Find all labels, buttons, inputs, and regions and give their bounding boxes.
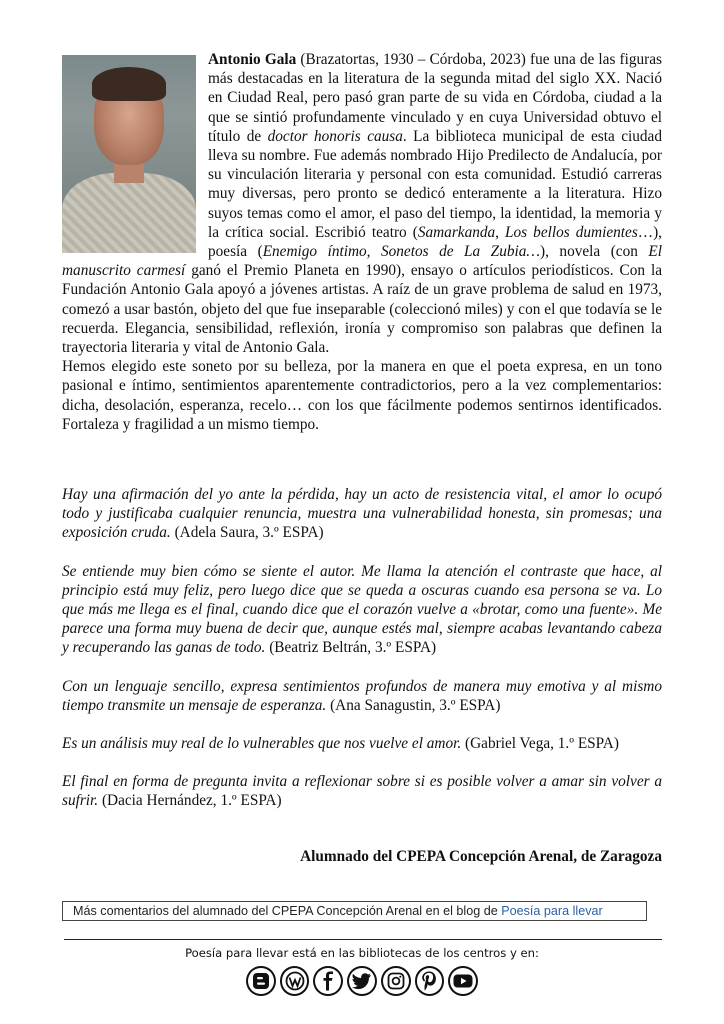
blog-notice bbox=[62, 901, 647, 921]
youtube-icon[interactable] bbox=[448, 966, 478, 996]
comment-quote: Se entiende muy bien cómo se siente el autor. Me llama la atención el contraste que hace, al principio está muy feliz, pero luego dice que se queda a oscuras cuando esa persona se va. Lo que más me llega es el final, cuando dice que el corazón vuelve a «brotar, como una fuente». Me parece una forma muy buena de decir que, aunque estés mal, siempre acabas levantando cabeza y recuperando las ganas de todo. bbox=[62, 562, 662, 657]
comment-quote: El final en forma de pregunta invita a reflexionar sobre si es posible volver a amar sin volver a sufrir. bbox=[62, 773, 662, 810]
biography-paragraph: Antonio Gala (Brazatortas, 1930 – Córdoba, 2023) fue una de las figuras más destacadas en la literatura de la segunda mitad del siglo XX. Nació en Ciudad Real, pero pasó gran parte de su vida en Córdoba, ciudad a la que se sintió profundamente vinculado y en cuya Universidad obtuvo el título de doctor honoris causa. La biblioteca municipal de esta ciudad lleva su nombre. Fue además nombrado Hijo Predilecto de Andalucía, por su vinculación literaria y personal con esta comunidad. Estudió carreras muy diversas, pero pronto se dedicó enteramente a la literatura. Hizo suyos temas como el amor, el paso del tiempo, la identidad, la memoria y la crítica social. Escribió teatro (Samarkanda, Los bellos dumientes…), poesía (Enemigo íntimo, Sonetos de La Zubia…), novela (con El manuscrito carmesí ganó el Premio Planeta en 1990), ensayo o artículos periodísticos. Con la Fundación Antonio Gala apoyó a jóvenes artistas. A raíz de un grave problema de salud en 1973, comezó a usar bastón, objeto del que fue inseparable (coleccionó miles) y con el que todavía se le recuerda. Elegancia, sensibilidad, reflexión, ironía y compromiso son palabras que definen la trayectoria literaria y vital de Antonio Gala. bbox=[62, 51, 662, 357]
twitter-icon[interactable] bbox=[347, 966, 377, 996]
comment bbox=[62, 677, 662, 715]
comment bbox=[62, 734, 662, 753]
instagram-icon[interactable] bbox=[381, 966, 411, 996]
comment-quote: Hay una afirmación del yo ante la pérdida, hay un acto de resistencia vital, el amor lo ocupó todo y justificaba cualquier renuncia, muestra una vulnerabilidad honesta, sin promesas; una exposición cruda. bbox=[62, 486, 662, 542]
blog-link[interactable]: Poesía para llevar bbox=[501, 904, 603, 918]
comment bbox=[62, 772, 662, 810]
wordpress-icon[interactable] bbox=[280, 966, 310, 996]
comment-quote: Es un análisis muy real de lo vulnerables que nos vuelve el amor. bbox=[62, 735, 462, 753]
sonnet-choice-paragraph: Hemos elegido este soneto por su belleza, por la manera en que el poeta expresa, en un tono pasional e íntimo, sentimientos aparentemente contradictorios, pero a la vez complementarios: dicha, desolación, esperanza, recelo… con los que fácilmente podemos sentirnos identificados. Fortaleza y fragilidad a un mismo tiempo. bbox=[62, 358, 662, 433]
blogger-icon[interactable] bbox=[246, 966, 276, 996]
author-name: Antonio Gala bbox=[208, 51, 297, 68]
comment-author: (Gabriel Vega, 1.º ESPA) bbox=[461, 735, 619, 753]
comment-author: (Dacia Hernández, 1.º ESPA) bbox=[98, 792, 282, 810]
pinterest-icon[interactable] bbox=[415, 966, 445, 996]
comment-author: (Adela Saura, 3.º ESPA) bbox=[170, 524, 324, 542]
footer-divider bbox=[64, 939, 662, 940]
comment-author: (Beatriz Beltrán, 3.º ESPA) bbox=[265, 639, 437, 657]
signature: Alumnado del CPEPA Concepción Arenal, de Zaragoza bbox=[300, 848, 662, 865]
comment-author: (Ana Sanagustin, 3.º ESPA) bbox=[326, 696, 501, 714]
student-comments bbox=[62, 485, 662, 830]
footer-text: Poesía para llevar está en las bibliotecas de los centros y en: bbox=[185, 946, 539, 960]
author-photo bbox=[62, 55, 196, 253]
comment-quote: Con un lenguaje sencillo, expresa sentimientos profundos de manera muy emotiva y al mismo tiempo transmite un mensaje de esperanza. bbox=[62, 677, 662, 714]
facebook-icon[interactable] bbox=[313, 966, 343, 996]
blog-notice-text: Más comentarios del alumnado del CPEPA Concepción Arenal en el blog de bbox=[73, 904, 502, 918]
comment bbox=[62, 485, 662, 543]
comment bbox=[62, 562, 662, 658]
author-biography bbox=[62, 50, 662, 434]
social-icons bbox=[246, 966, 478, 1000]
